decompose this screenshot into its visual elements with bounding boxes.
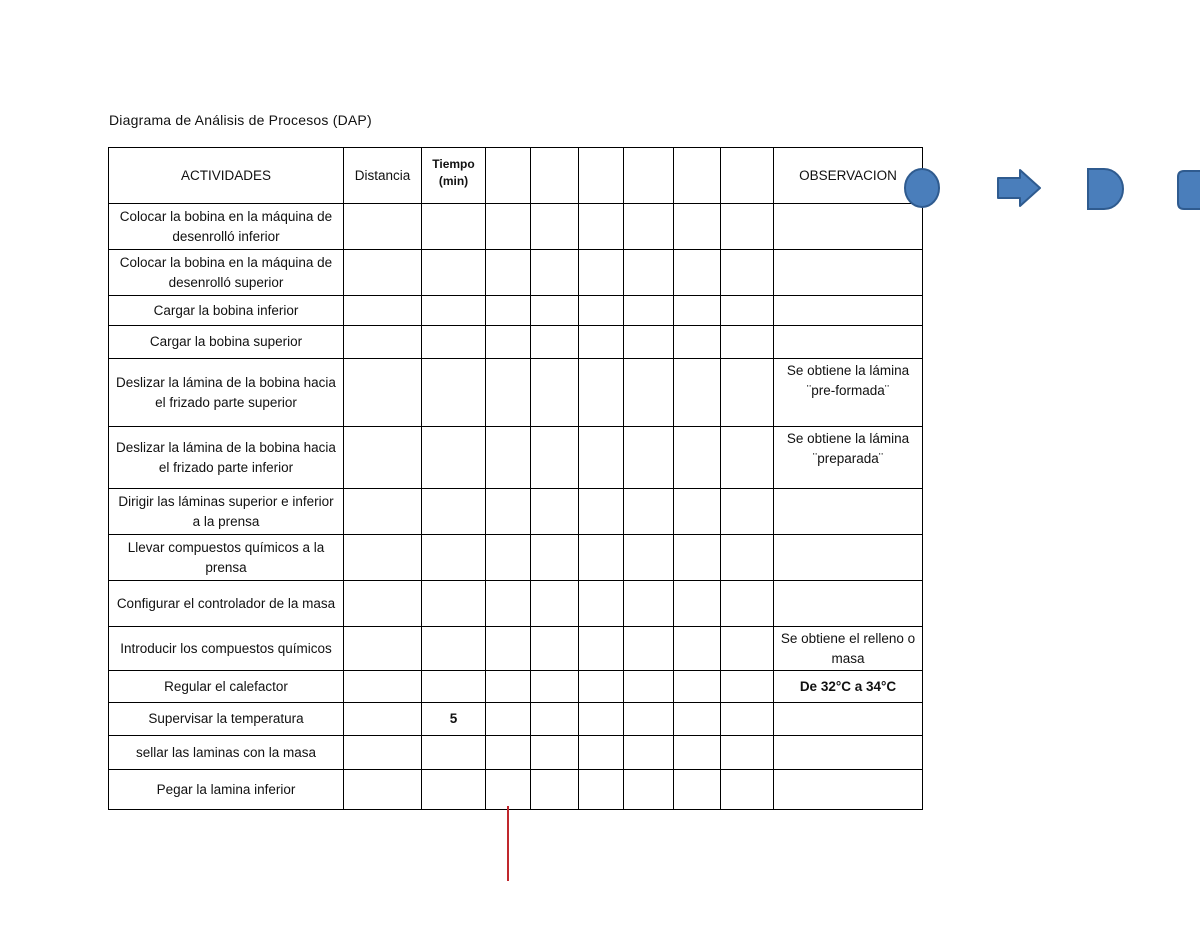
symbol-cell (531, 489, 579, 535)
time-cell (422, 427, 486, 489)
symbol-cell (721, 326, 774, 359)
table-row (109, 581, 923, 627)
header-row (109, 148, 923, 204)
symbol-cell (674, 296, 721, 326)
symbol-cell (624, 489, 674, 535)
header-tiempo (422, 148, 486, 204)
activity-cell: Llevar compuestos químicos a la prensa (109, 535, 344, 581)
document-title: Diagrama de Análisis de Procesos (DAP) (109, 112, 372, 128)
activity-cell: Introducir los compuestos químicos (109, 627, 344, 671)
symbol-cell (486, 627, 531, 671)
symbol-cell (624, 359, 674, 427)
header-tiempo-label: Tiempo (432, 157, 475, 171)
symbol-column-3 (579, 148, 624, 204)
distance-cell (344, 535, 422, 581)
table-row (109, 703, 923, 736)
symbol-cell (721, 204, 774, 250)
table-row (109, 736, 923, 770)
symbol-cell (674, 703, 721, 736)
table-row (109, 427, 923, 489)
symbol-cell (579, 326, 624, 359)
table-row (109, 296, 923, 326)
inspection-square-icon (1176, 170, 1200, 210)
symbol-cell (624, 671, 674, 703)
symbol-cell (531, 627, 579, 671)
symbol-cell (721, 296, 774, 326)
symbol-cell (674, 627, 721, 671)
symbol-cell (531, 359, 579, 427)
distance-cell (344, 736, 422, 770)
distance-cell (344, 770, 422, 810)
symbol-cell (624, 703, 674, 736)
symbol-cell (486, 489, 531, 535)
symbol-column-1 (486, 148, 531, 204)
time-cell (422, 627, 486, 671)
symbol-column-6 (721, 148, 774, 204)
symbol-cell (624, 427, 674, 489)
symbol-cell (531, 326, 579, 359)
table-row (109, 359, 923, 427)
symbol-cell (579, 627, 624, 671)
observation-cell: Se obtiene la lámina ¨pre-formada¨ (774, 359, 923, 427)
operation-circle-icon (903, 168, 943, 210)
activity-cell: Cargar la bobina superior (109, 326, 344, 359)
time-cell (422, 326, 486, 359)
symbol-cell (486, 581, 531, 627)
symbol-column-5 (674, 148, 721, 204)
time-cell: 5 (422, 703, 486, 736)
symbol-cell (579, 359, 624, 427)
symbol-cell (486, 770, 531, 810)
header-observacion: OBSERVACION (774, 148, 923, 204)
symbol-cell (486, 703, 531, 736)
symbol-cell (624, 581, 674, 627)
observation-cell (774, 296, 923, 326)
observation-cell (774, 489, 923, 535)
symbol-cell (486, 535, 531, 581)
symbol-column-4 (624, 148, 674, 204)
delay-d-icon (1086, 167, 1126, 211)
time-cell (422, 671, 486, 703)
symbol-cell (674, 427, 721, 489)
distance-cell (344, 326, 422, 359)
activity-cell: Supervisar la temperatura (109, 703, 344, 736)
symbol-cell (486, 736, 531, 770)
symbol-cell (674, 204, 721, 250)
symbol-cell (579, 250, 624, 296)
distance-cell (344, 489, 422, 535)
symbol-cell (579, 581, 624, 627)
symbol-cell (486, 359, 531, 427)
symbol-cell (674, 671, 721, 703)
symbol-cell (531, 250, 579, 296)
table-row (109, 535, 923, 581)
distance-cell (344, 671, 422, 703)
symbol-cell (531, 581, 579, 627)
symbol-cell (721, 703, 774, 736)
symbol-cell (579, 770, 624, 810)
distance-cell (344, 296, 422, 326)
symbol-cell (674, 326, 721, 359)
observation-cell (774, 703, 923, 736)
activity-cell: Cargar la bobina inferior (109, 296, 344, 326)
dap-table (108, 147, 923, 810)
symbol-cell (721, 736, 774, 770)
observation-cell: Se obtiene el relleno o masa (774, 627, 923, 671)
distance-cell (344, 427, 422, 489)
distance-cell (344, 627, 422, 671)
distance-cell (344, 359, 422, 427)
red-vertical-line (507, 806, 509, 881)
time-cell (422, 204, 486, 250)
distance-cell (344, 250, 422, 296)
time-cell (422, 359, 486, 427)
symbol-cell (531, 703, 579, 736)
symbol-cell (486, 326, 531, 359)
symbol-cell (624, 326, 674, 359)
symbol-cell (721, 581, 774, 627)
activity-cell: Configurar el controlador de la masa (109, 581, 344, 627)
symbol-cell (531, 204, 579, 250)
observation-cell (774, 581, 923, 627)
observation-cell (774, 250, 923, 296)
symbol-cell (486, 427, 531, 489)
symbol-cell (674, 359, 721, 427)
header-distancia: Distancia (344, 148, 422, 204)
symbol-cell (531, 736, 579, 770)
table-row (109, 250, 923, 296)
symbol-cell (674, 770, 721, 810)
header-tiempo-unit: (min) (438, 174, 469, 188)
symbol-cell (721, 627, 774, 671)
time-cell (422, 736, 486, 770)
table-row (109, 671, 923, 703)
time-cell (422, 489, 486, 535)
symbol-cell (721, 535, 774, 581)
distance-cell (344, 581, 422, 627)
symbol-cell (579, 427, 624, 489)
activity-cell: Colocar la bobina en la máquina de desenrolló superior (109, 250, 344, 296)
symbol-cell (624, 204, 674, 250)
symbol-cell (486, 250, 531, 296)
table-row (109, 770, 923, 810)
symbol-cell (624, 535, 674, 581)
symbol-cell (531, 671, 579, 703)
observation-cell: De 32°C a 34°C (774, 671, 923, 703)
activity-cell: Dirigir las láminas superior e inferior a la prensa (109, 489, 344, 535)
symbol-cell (721, 489, 774, 535)
symbol-column-2 (531, 148, 579, 204)
table-row (109, 489, 923, 535)
time-cell (422, 770, 486, 810)
observation-cell (774, 770, 923, 810)
table-row (109, 326, 923, 359)
observation-cell (774, 535, 923, 581)
time-cell (422, 250, 486, 296)
time-cell (422, 535, 486, 581)
symbol-cell (624, 770, 674, 810)
table-row (109, 204, 923, 250)
symbol-cell (579, 535, 624, 581)
transport-arrow-icon (996, 168, 1044, 210)
symbol-cell (486, 671, 531, 703)
symbol-cell (674, 250, 721, 296)
symbol-cell (721, 427, 774, 489)
symbol-cell (579, 204, 624, 250)
activity-cell: Regular el calefactor (109, 671, 344, 703)
time-cell (422, 296, 486, 326)
symbol-cell (579, 703, 624, 736)
symbol-cell (486, 296, 531, 326)
symbol-cell (721, 671, 774, 703)
symbol-cell (624, 296, 674, 326)
activity-cell: sellar las laminas con la masa (109, 736, 344, 770)
time-cell (422, 581, 486, 627)
symbol-cell (579, 489, 624, 535)
symbol-cell (624, 250, 674, 296)
activity-cell: Pegar la lamina inferior (109, 770, 344, 810)
symbol-cell (721, 770, 774, 810)
table-row (109, 627, 923, 671)
activity-cell: Deslizar la lámina de la bobina hacia el frizado parte superior (109, 359, 344, 427)
symbol-cell (531, 770, 579, 810)
symbol-cell (579, 671, 624, 703)
symbol-cell (721, 250, 774, 296)
observation-cell (774, 326, 923, 359)
symbol-cell (579, 296, 624, 326)
distance-cell (344, 204, 422, 250)
symbol-cell (531, 296, 579, 326)
distance-cell (344, 703, 422, 736)
symbol-cell (486, 204, 531, 250)
activity-cell: Colocar la bobina en la máquina de desenrolló inferior (109, 204, 344, 250)
observation-cell (774, 736, 923, 770)
symbol-cell (579, 736, 624, 770)
activity-cell: Deslizar la lámina de la bobina hacia el frizado parte inferior (109, 427, 344, 489)
symbol-cell (531, 427, 579, 489)
header-actividades: ACTIVIDADES (109, 148, 344, 204)
symbol-cell (674, 535, 721, 581)
observation-cell: Se obtiene la lámina ¨preparada¨ (774, 427, 923, 489)
symbol-cell (624, 736, 674, 770)
symbol-cell (674, 736, 721, 770)
observation-cell (774, 204, 923, 250)
symbol-cell (531, 535, 579, 581)
symbol-cell (624, 627, 674, 671)
symbol-cell (721, 359, 774, 427)
symbol-cell (674, 581, 721, 627)
symbol-cell (674, 489, 721, 535)
